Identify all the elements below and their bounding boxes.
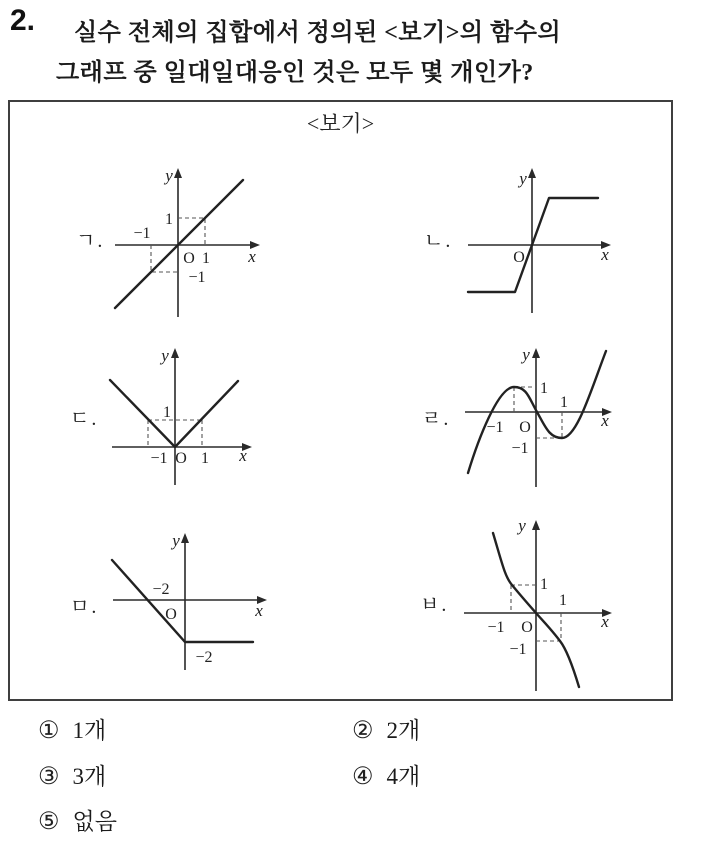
y-axis-label: y bbox=[165, 166, 173, 185]
origin-label: O bbox=[513, 249, 525, 266]
choice-2 bbox=[352, 712, 420, 745]
choice-2-marker: ② bbox=[352, 718, 374, 744]
origin-label: O bbox=[519, 419, 531, 436]
choice-5 bbox=[38, 803, 117, 836]
tick-y-minus1: −1 bbox=[188, 269, 206, 286]
tick-y-1: 1 bbox=[165, 211, 173, 228]
tick-y-minus1: −1 bbox=[509, 641, 527, 658]
graph-giyeok bbox=[105, 165, 265, 325]
tick-y-1: 1 bbox=[163, 404, 171, 421]
identity-line-curve bbox=[115, 180, 243, 308]
graph-bieup bbox=[450, 515, 625, 695]
choice-4-text: 4개 bbox=[386, 764, 421, 789]
choice-5-text: 없음 bbox=[72, 809, 117, 834]
y-axis-arrow-icon bbox=[532, 520, 540, 530]
tick-y-1: 1 bbox=[540, 576, 548, 593]
y-axis-label: y bbox=[161, 346, 169, 365]
origin-label: O bbox=[175, 450, 187, 467]
y-axis-arrow-icon bbox=[171, 348, 179, 358]
choice-4 bbox=[352, 758, 420, 791]
question-text-line1: 실수 전체의 집합에서 정의된 <보기>의 함수의 bbox=[74, 20, 562, 46]
choice-1 bbox=[38, 712, 106, 745]
graph-nieun bbox=[455, 165, 620, 320]
choice-3 bbox=[38, 758, 106, 791]
origin-label: O bbox=[165, 606, 177, 623]
choice-1-text: 1개 bbox=[72, 718, 107, 743]
tick-x-minus1: −1 bbox=[150, 450, 168, 467]
y-axis-label: y bbox=[522, 345, 530, 364]
graph-label-giyeok: ㄱ. bbox=[76, 230, 105, 252]
choice-3-marker: ③ bbox=[38, 764, 60, 790]
x-axis-label: x bbox=[248, 247, 256, 266]
choice-3-text: 3개 bbox=[72, 764, 107, 789]
tick-x-minus1: −1 bbox=[486, 419, 504, 436]
graph-label-bieup: ㅂ. bbox=[420, 594, 449, 616]
tick-y-1: 1 bbox=[540, 380, 548, 397]
graph-label-digeut: ㄷ. bbox=[70, 408, 99, 430]
choice-5-marker: ⑤ bbox=[38, 809, 60, 835]
y-axis-label: y bbox=[519, 169, 527, 188]
x-axis-label: x bbox=[255, 601, 263, 620]
graph-digeut bbox=[95, 345, 260, 495]
y-axis-label: y bbox=[518, 516, 526, 535]
graph-label-nieun: ㄴ. bbox=[424, 230, 453, 252]
y-axis-arrow-icon bbox=[181, 533, 189, 543]
x-axis-label: x bbox=[601, 612, 609, 631]
choice-1-marker: ① bbox=[38, 718, 60, 744]
choice-2-text: 2개 bbox=[386, 718, 421, 743]
tick-x-1: 1 bbox=[559, 592, 567, 609]
example-box-title: <보기> bbox=[306, 111, 375, 136]
tick-x-minus1: −1 bbox=[133, 225, 151, 242]
y-axis-label: y bbox=[172, 531, 180, 550]
tick-x-1: 1 bbox=[201, 450, 209, 467]
graph-label-mieum: ㅁ. bbox=[70, 596, 99, 618]
tick-x-1: 1 bbox=[202, 250, 210, 267]
tick-x-1: 1 bbox=[560, 394, 568, 411]
y-axis-arrow-icon bbox=[532, 348, 540, 358]
line-then-flat-curve bbox=[112, 560, 253, 642]
graph-rieul bbox=[450, 345, 625, 495]
question-number: 2. bbox=[10, 4, 36, 37]
tick-x-minus1: −1 bbox=[487, 619, 505, 636]
absolute-value-curve bbox=[110, 380, 238, 447]
question-text-line2: 그래프 중 일대일대응인 것은 모두 몇 개인가? bbox=[56, 60, 534, 86]
choice-4-marker: ④ bbox=[352, 764, 374, 790]
x-axis-label: x bbox=[239, 446, 247, 465]
graph-label-rieul: ㄹ. bbox=[422, 408, 451, 430]
y-axis-arrow-icon bbox=[174, 168, 182, 178]
origin-label: O bbox=[521, 619, 533, 636]
x-axis-label: x bbox=[601, 245, 609, 264]
tick-x-minus2: −2 bbox=[152, 581, 170, 598]
x-axis-label: x bbox=[601, 411, 609, 430]
origin-label: O bbox=[183, 250, 195, 267]
tick-y-minus2: −2 bbox=[195, 649, 213, 666]
y-axis-arrow-icon bbox=[528, 168, 536, 178]
graph-mieum bbox=[95, 530, 275, 675]
tick-y-minus1: −1 bbox=[511, 440, 529, 457]
